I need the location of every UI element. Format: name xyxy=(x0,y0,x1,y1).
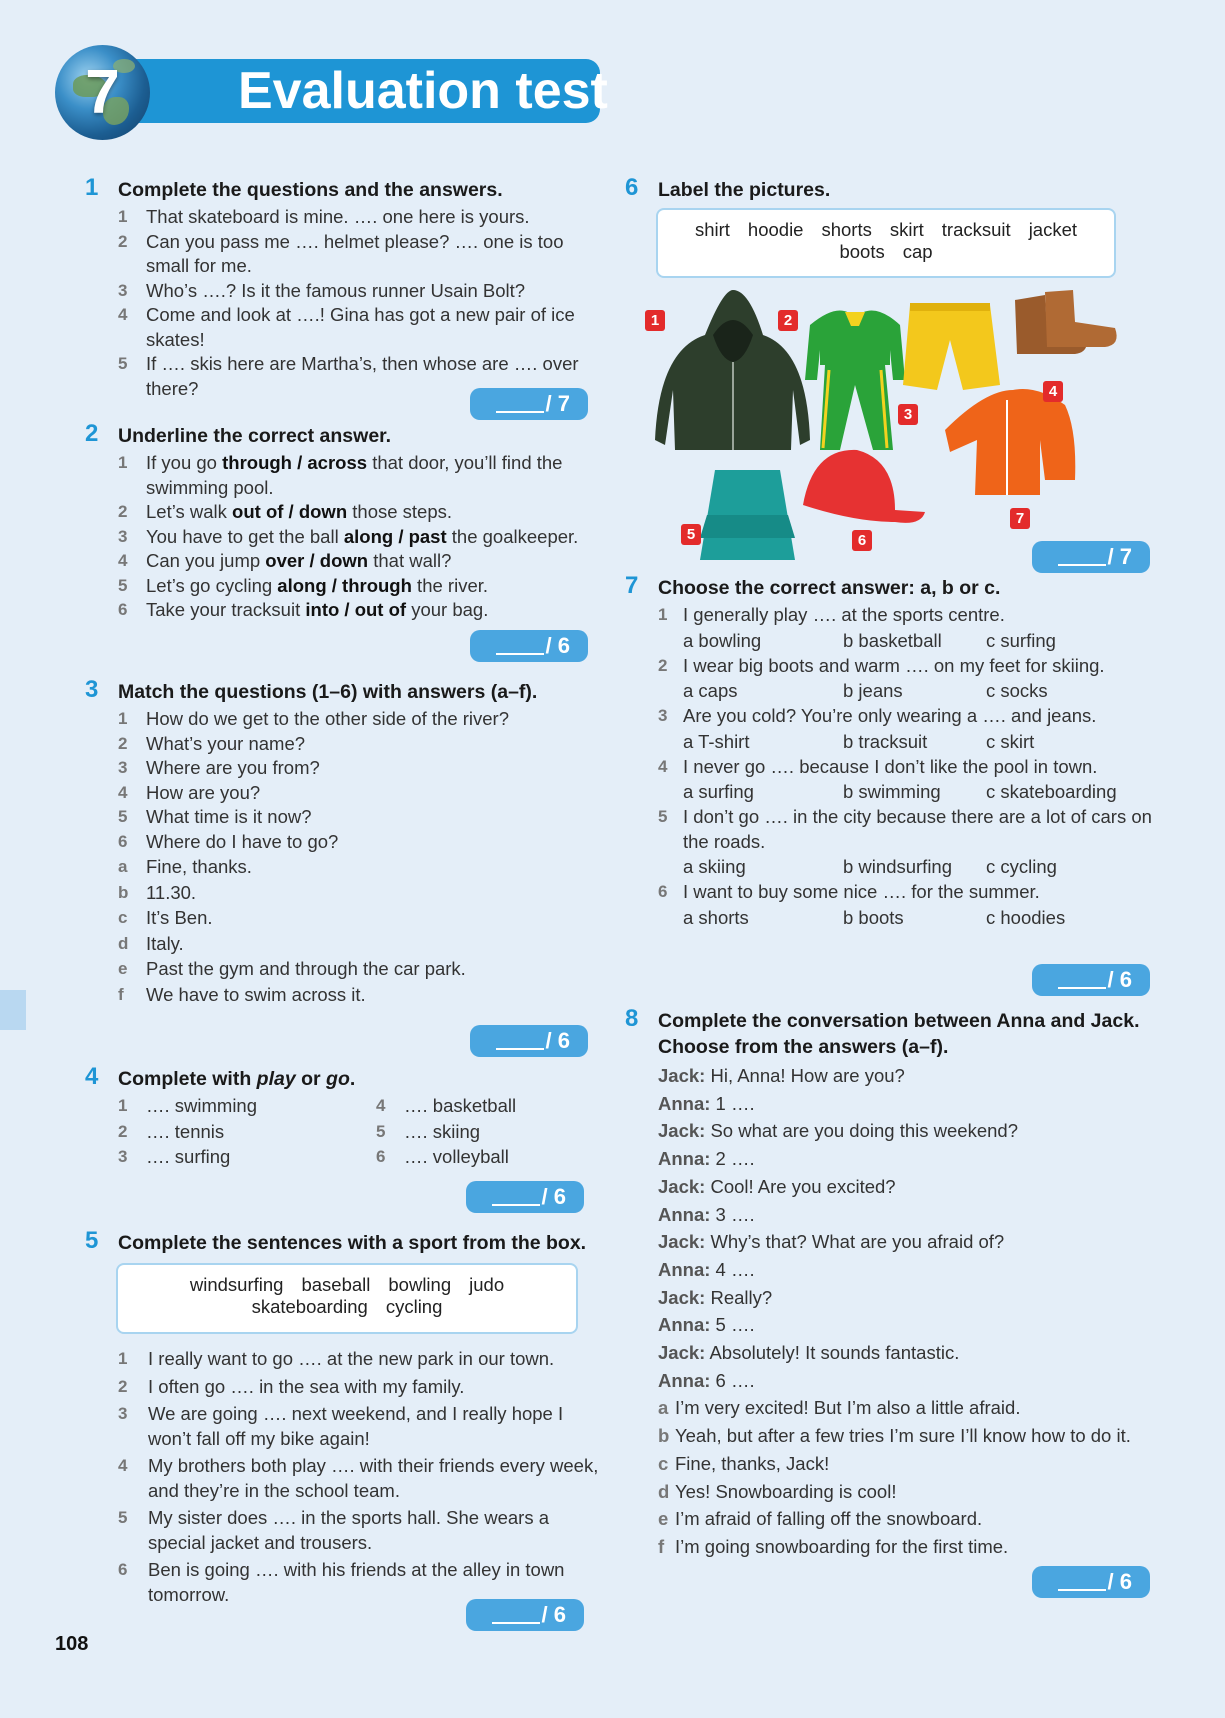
answer-letter: c xyxy=(658,1452,669,1474)
speaker: Anna: xyxy=(658,1314,711,1336)
list-item xyxy=(343,1120,644,1145)
exercise-1 xyxy=(85,174,595,401)
box-word: jacket xyxy=(1028,219,1078,240)
item-number: 5 xyxy=(658,807,668,826)
item-number: 1 xyxy=(118,709,128,728)
item-number: 3 xyxy=(118,1404,128,1423)
item-text: If …. skis here are Martha’s, then whose are …. over there? xyxy=(146,353,579,399)
item-number: 4 xyxy=(118,305,128,324)
answer-text: Fine, thanks, Jack! xyxy=(675,1452,830,1474)
exercise-5-items xyxy=(85,1345,605,1610)
line-text: Really? xyxy=(705,1286,773,1308)
item-text: How are you? xyxy=(146,781,261,803)
exercise-3 xyxy=(85,676,595,1007)
exercise-title: Underline the correct answer. xyxy=(118,425,392,447)
list-item: 5 Let’s go cycling along / through the river. xyxy=(85,574,595,599)
list-item xyxy=(85,303,595,352)
item-number: 6 xyxy=(118,831,128,851)
item-text: I really want to go …. at the new park in our town. xyxy=(148,1348,555,1369)
answer-option xyxy=(658,1450,1165,1478)
box-word: baseball xyxy=(301,1274,371,1295)
picture-label: 7 xyxy=(1010,508,1030,529)
item-text: I want to buy some nice …. for the summer. xyxy=(683,881,1040,902)
item-text: 11.30. xyxy=(146,881,197,903)
item-number: d xyxy=(118,933,129,953)
exercise-items xyxy=(625,603,1155,931)
score-box[interactable]: / 6 xyxy=(470,630,588,662)
answer-text: I’m afraid of falling off the snowboard. xyxy=(675,1508,983,1530)
conversation-line xyxy=(658,1311,1165,1339)
answer-text: Yeah, but after a few tries I’m sure I’ll know how to do it. xyxy=(675,1425,1131,1447)
box-word: cap xyxy=(902,241,933,262)
picture-label: 5 xyxy=(681,524,701,545)
list-item: 6 Take your tracksuit into / out of your bag. xyxy=(85,598,595,623)
conversation-line xyxy=(658,1228,1165,1256)
line-text: Cool! Are you excited? xyxy=(705,1175,896,1197)
exercise-items xyxy=(85,205,595,401)
question-item xyxy=(625,704,1155,729)
list-item xyxy=(85,805,595,830)
item-text: …. tennis xyxy=(146,1120,225,1142)
item-number: f xyxy=(118,984,124,1004)
box-word: cycling xyxy=(385,1296,443,1317)
item-number: 4 xyxy=(118,1456,128,1475)
box-word: boots xyxy=(839,241,885,262)
tracksuit-picture xyxy=(805,310,905,450)
item-number: 5 xyxy=(118,807,128,826)
list-item xyxy=(85,1094,386,1119)
option-a[interactable]: a T-shirt xyxy=(683,730,750,752)
box-word: tracksuit xyxy=(941,219,1011,240)
score-box[interactable]: / 6 xyxy=(466,1599,584,1631)
item-number: 6 xyxy=(118,1560,128,1579)
exercise-6 xyxy=(625,174,1145,203)
exercise-5 xyxy=(85,1227,595,1256)
exercise-number: 5 xyxy=(85,1227,99,1254)
item-text: Where are you from? xyxy=(146,757,320,778)
list-item xyxy=(85,982,595,1008)
page-number: 108 xyxy=(55,1633,89,1655)
exercise-title-2: Choose from the answers (a–f). xyxy=(658,1036,949,1058)
exercise-number: 3 xyxy=(85,676,99,703)
answer-options[interactable]: through / across xyxy=(222,452,368,473)
boots-picture xyxy=(1015,290,1117,354)
item-number: 2 xyxy=(118,1376,128,1396)
list-item: 3 You have to get the ball along / past the goalkeeper. xyxy=(85,525,595,550)
option-c[interactable]: c skateboarding xyxy=(986,781,1117,802)
item-text: It’s Ben. xyxy=(146,907,213,928)
box-word: windsurfing xyxy=(189,1274,284,1295)
list-item xyxy=(85,830,595,855)
answer-options[interactable]: along / through xyxy=(277,574,412,596)
exercise-number: 7 xyxy=(625,572,639,599)
line-text: 4 …. xyxy=(710,1258,755,1280)
item-text: …. skiing xyxy=(404,1120,481,1142)
item-text: I often go …. in the sea with my family. xyxy=(148,1375,465,1397)
clothing-illustration xyxy=(645,290,1165,565)
item-number: 3 xyxy=(118,526,128,546)
cap-picture xyxy=(803,450,925,523)
conversation-line xyxy=(658,1256,1165,1284)
list-item xyxy=(85,1347,605,1372)
item-number: 1 xyxy=(118,1096,128,1115)
answer-letter: f xyxy=(658,1535,665,1557)
list-item xyxy=(85,1454,605,1503)
speaker: Anna: xyxy=(658,1369,711,1391)
item-number: e xyxy=(118,959,128,978)
item-number: 4 xyxy=(376,1096,386,1115)
list-item: 2 Let’s walk out of / down those steps. xyxy=(85,500,595,525)
option-a[interactable]: a surfing xyxy=(683,781,754,802)
list-item xyxy=(85,905,595,931)
line-text: Absolutely! It sounds fantastic. xyxy=(705,1342,960,1364)
box-word: hoodie xyxy=(747,219,804,240)
item-number: 2 xyxy=(118,231,128,251)
speaker: Anna: xyxy=(658,1258,711,1280)
speaker: Jack: xyxy=(658,1286,706,1308)
item-text: …. swimming xyxy=(146,1095,258,1116)
item-number: a xyxy=(118,857,128,876)
picture-label: 2 xyxy=(778,310,798,331)
word-box xyxy=(656,208,1116,278)
item-number: 5 xyxy=(118,354,128,373)
box-word: bowling xyxy=(388,1274,452,1295)
item-number: 4 xyxy=(118,551,128,570)
question-item xyxy=(625,654,1155,679)
option-c[interactable]: c hoodies xyxy=(986,906,1066,928)
exercise-number: 4 xyxy=(85,1063,99,1090)
list-item xyxy=(85,205,595,230)
score-box[interactable]: / 6 xyxy=(1032,1566,1150,1598)
item-text: My sister does …. in the sports hall. She wears a special jacket and trousers. xyxy=(148,1507,550,1553)
list-item xyxy=(343,1094,644,1119)
option-c[interactable]: c skirt xyxy=(986,730,1035,752)
answer-option xyxy=(658,1505,1165,1533)
item-number: 3 xyxy=(658,706,668,725)
conversation xyxy=(625,1062,1165,1561)
item-number: 6 xyxy=(118,600,128,619)
score-box[interactable]: / 6 xyxy=(470,1025,588,1057)
item-number: 4 xyxy=(658,756,668,776)
exercise-items xyxy=(85,451,595,623)
conversation-line xyxy=(658,1173,1165,1201)
list-item xyxy=(85,1375,605,1400)
exercise-title: Choose the correct answer: a, b or c. xyxy=(658,577,1001,599)
exercise-items xyxy=(85,707,595,1007)
answer-letter: b xyxy=(658,1425,670,1447)
item-text: Fine, thanks. xyxy=(146,856,252,877)
answer-option xyxy=(658,1478,1165,1506)
list-item xyxy=(85,1145,386,1170)
picture-label: 6 xyxy=(852,530,872,551)
item-text: Can you pass me …. helmet please? …. one is too small for me. xyxy=(146,230,564,276)
exercise-title: Complete the conversation between Anna and Jack. xyxy=(658,1010,1140,1032)
item-text: Where do I have to go? xyxy=(146,830,339,852)
option-c[interactable]: c surfing xyxy=(986,629,1056,651)
score-box[interactable]: / 6 xyxy=(466,1181,584,1213)
conversation-line xyxy=(658,1201,1165,1229)
exercise-number: 6 xyxy=(625,174,639,201)
line-text: Why’s that? What are you afraid of? xyxy=(705,1231,1005,1253)
option-b[interactable]: b boots xyxy=(843,906,904,928)
list-item xyxy=(85,880,595,906)
item-text: …. basketball xyxy=(404,1095,517,1116)
answer-text: I’m going snowboarding for the first time. xyxy=(675,1535,1009,1557)
item-number: 2 xyxy=(118,733,128,753)
unit-number: 7 xyxy=(85,58,120,127)
item-text: We have to swim across it. xyxy=(146,983,366,1005)
conversation-line xyxy=(658,1145,1165,1173)
options-row xyxy=(625,628,1155,654)
speaker: Jack: xyxy=(658,1231,706,1253)
item-text: Italy. xyxy=(146,932,184,954)
jacket-picture xyxy=(945,389,1075,495)
line-text: 3 …. xyxy=(710,1203,755,1225)
speaker: Anna: xyxy=(658,1092,711,1114)
box-word: shorts xyxy=(821,219,872,240)
list-item xyxy=(85,931,595,957)
item-number: 5 xyxy=(376,1121,386,1141)
item-number: 1 xyxy=(118,453,128,472)
box-word: shirt xyxy=(694,219,730,240)
exercise-number: 1 xyxy=(85,174,99,201)
item-text: …. volleyball xyxy=(404,1146,509,1167)
item-text: That skateboard is mine. …. one here is yours. xyxy=(146,206,530,227)
question-item xyxy=(625,603,1155,628)
exercise-title: Complete the questions and the answers. xyxy=(118,179,503,201)
list-item: 4 Can you jump over / down that wall? xyxy=(85,549,595,574)
item-text: Past the gym and through the car park. xyxy=(146,958,466,979)
line-text: Hi, Anna! How are you? xyxy=(705,1065,905,1086)
item-number: 1 xyxy=(658,605,668,624)
list-item xyxy=(85,756,595,781)
options-row xyxy=(625,779,1155,805)
option-b[interactable]: b jeans xyxy=(843,680,903,701)
answer-letter: e xyxy=(658,1508,669,1530)
score-box[interactable]: / 6 xyxy=(1032,964,1150,996)
option-a[interactable]: a caps xyxy=(683,680,738,701)
option-b[interactable]: b swimming xyxy=(843,781,941,802)
speaker: Anna: xyxy=(658,1203,711,1225)
exercise-title: Match the questions (1–6) with answers (a–f). xyxy=(118,681,538,703)
item-text: I don’t go …. in the city because there are a lot of cars on the roads. xyxy=(683,806,1152,852)
list-item xyxy=(85,1506,605,1555)
line-text: 5 …. xyxy=(710,1314,755,1336)
exercise-8 xyxy=(625,1005,1165,1561)
list-item xyxy=(85,732,595,757)
answer-letter: d xyxy=(658,1480,670,1502)
exercise-title: Label the pictures. xyxy=(658,179,831,201)
question-item xyxy=(625,880,1155,905)
item-text: I never go …. because I don’t like the pool in town. xyxy=(683,755,1098,777)
item-number: 5 xyxy=(118,1508,128,1527)
conversation-line xyxy=(658,1090,1165,1118)
item-number: 3 xyxy=(118,758,128,777)
line-text: 1 …. xyxy=(710,1092,755,1114)
item-number: 1 xyxy=(118,1349,128,1368)
item-number: 1 xyxy=(118,207,128,226)
picture-label: 3 xyxy=(898,404,918,425)
picture-label: 4 xyxy=(1043,381,1063,402)
item-text: My brothers both play …. with their friends every week, and they’re in the school team. xyxy=(148,1455,599,1501)
list-item xyxy=(85,1120,386,1145)
option-a[interactable]: a skiing xyxy=(683,856,746,877)
question-item xyxy=(625,805,1155,854)
item-text: Ben is going …. with his friends at the alley in town tomorrow. xyxy=(148,1559,565,1605)
list-item xyxy=(343,1145,644,1170)
item-number: 2 xyxy=(118,502,128,521)
skirt-picture xyxy=(700,470,795,560)
answer-options[interactable]: into / out of xyxy=(305,599,407,620)
question-item xyxy=(625,755,1155,780)
list-item xyxy=(85,854,595,880)
speaker: Jack: xyxy=(658,1342,706,1364)
option-a[interactable]: a bowling xyxy=(683,629,762,651)
list-item xyxy=(85,1402,605,1451)
side-tab xyxy=(0,990,26,1030)
answer-options[interactable]: over / down xyxy=(265,550,369,571)
answer-text: I’m very excited! But I’m also a little afraid. xyxy=(675,1397,1021,1419)
exercise-4: 4 Complete with play or go. 1 …. swimming 2 …. tennis 3 …. surfing 4 …. basketball 5 …. skiing 6 …. volleyball xyxy=(85,1066,595,1170)
exercise-items xyxy=(85,1094,595,1170)
answer-letter: a xyxy=(658,1397,669,1419)
exercise-7 xyxy=(625,572,1155,931)
conversation-line xyxy=(658,1339,1165,1367)
box-word: judo xyxy=(469,1274,505,1295)
options-row xyxy=(625,729,1155,755)
score-box[interactable]: / 7 xyxy=(470,388,588,420)
item-number: 2 xyxy=(118,1121,128,1141)
item-text: Come and look at ….! Gina has got a new pair of ice skates! xyxy=(146,304,575,350)
option-b[interactable]: b basketball xyxy=(843,629,942,651)
option-c[interactable]: c cycling xyxy=(986,856,1057,877)
list-item xyxy=(85,279,595,304)
exercise-title: Complete the sentences with a sport from the box. xyxy=(118,1232,587,1254)
item-text: …. surfing xyxy=(146,1146,231,1167)
word-box xyxy=(116,1263,578,1334)
option-c[interactable]: c socks xyxy=(986,680,1048,701)
picture-label: 1 xyxy=(645,310,665,331)
shorts-picture xyxy=(903,303,1000,390)
item-number: 3 xyxy=(118,1147,128,1166)
option-b[interactable]: b tracksuit xyxy=(843,730,928,752)
option-a[interactable]: a shorts xyxy=(683,906,749,928)
line-text: 6 …. xyxy=(710,1369,755,1391)
item-text: We are going …. next weekend, and I really hope I won’t fall off my bike again! xyxy=(148,1403,564,1449)
item-text: I wear big boots and warm …. on my feet for skiing. xyxy=(683,654,1105,676)
item-text: I generally play …. at the sports centre. xyxy=(683,604,1005,625)
box-word: skateboarding xyxy=(251,1296,368,1317)
answer-text: Yes! Snowboarding is cool! xyxy=(675,1480,897,1502)
item-number: c xyxy=(118,908,128,927)
list-item: 1 If you go through / across that door, you’ll find the swimming pool. xyxy=(118,452,563,498)
options-row xyxy=(625,905,1155,931)
score-box[interactable]: / 7 xyxy=(1032,541,1150,573)
conversation-line xyxy=(658,1284,1165,1312)
answer-option xyxy=(658,1533,1165,1561)
options-row xyxy=(625,854,1155,880)
item-number: 6 xyxy=(658,882,668,901)
item-number: 6 xyxy=(376,1147,386,1166)
item-number: 5 xyxy=(118,575,128,595)
exercise-number: 2 xyxy=(85,420,99,447)
list-item xyxy=(85,230,595,279)
conversation-line xyxy=(658,1117,1165,1145)
item-number: 2 xyxy=(658,655,668,675)
exercise-items xyxy=(85,1347,605,1607)
box-word: skirt xyxy=(889,219,924,240)
exercise-number: 8 xyxy=(625,1005,639,1032)
speaker: Jack: xyxy=(658,1175,706,1197)
line-text: 2 …. xyxy=(710,1148,755,1170)
item-text: What time is it now? xyxy=(146,806,312,827)
item-text: Who’s ….? Is it the famous runner Usain Bolt? xyxy=(146,279,526,301)
conversation-line xyxy=(658,1062,1165,1090)
exercise-2 xyxy=(85,420,595,623)
list-item xyxy=(85,707,595,732)
answer-options[interactable]: along / past xyxy=(343,525,447,547)
answer-options[interactable]: out of / down xyxy=(232,501,348,522)
speaker: Jack: xyxy=(658,1120,706,1142)
item-text: Are you cold? You’re only wearing a …. and jeans. xyxy=(683,705,1097,726)
answer-option xyxy=(658,1394,1165,1422)
list-item xyxy=(85,956,595,982)
line-text: So what are you doing this weekend? xyxy=(705,1120,1018,1142)
options-row xyxy=(625,678,1155,704)
speaker: Anna: xyxy=(658,1148,711,1170)
item-text: How do we get to the other side of the river? xyxy=(146,708,510,729)
page-title: Evaluation test xyxy=(238,62,608,120)
item-number: b xyxy=(118,882,129,902)
list-item xyxy=(85,781,595,806)
item-number: 3 xyxy=(118,280,128,300)
item-number: 4 xyxy=(118,782,128,802)
conversation-line xyxy=(658,1367,1165,1395)
option-b[interactable]: b windsurfing xyxy=(843,856,953,877)
clothing-pictures xyxy=(645,290,1065,565)
item-text: What’s your name? xyxy=(146,732,306,754)
answer-option xyxy=(658,1422,1165,1450)
speaker: Jack: xyxy=(658,1065,706,1086)
